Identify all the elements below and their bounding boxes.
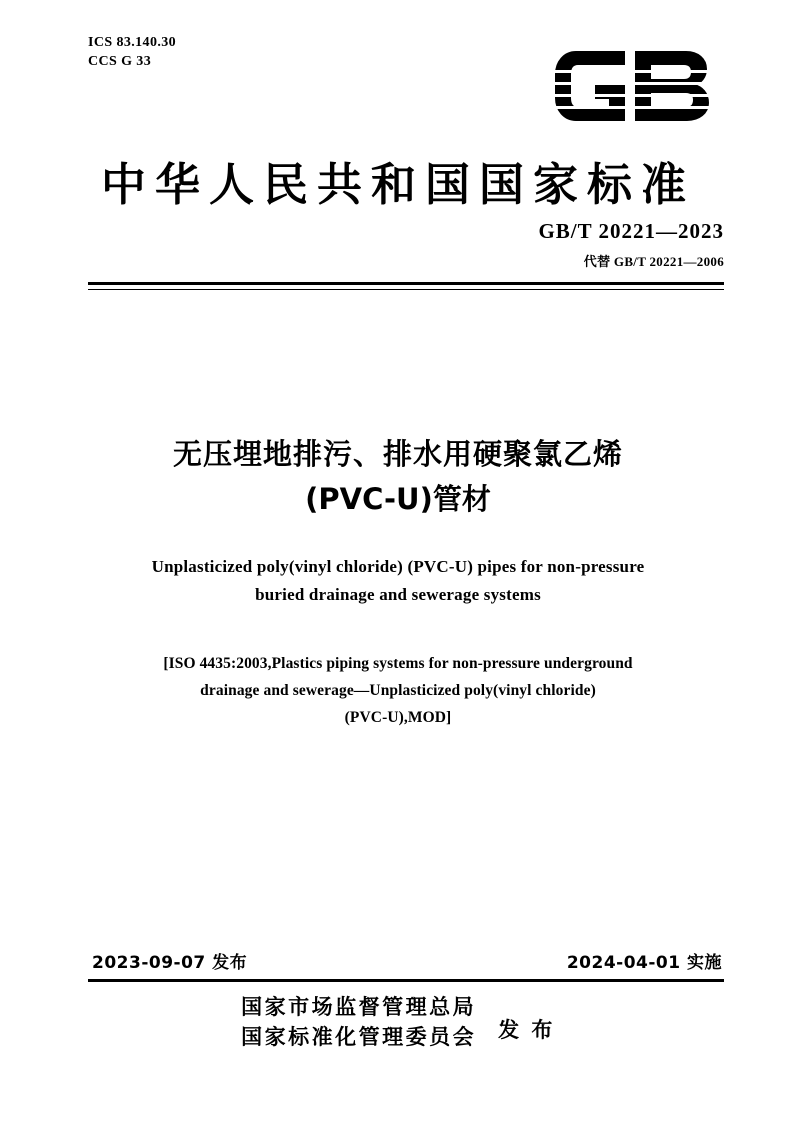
- national-standard-title: 中华人民共和国国家标准: [100, 158, 695, 211]
- standard-number: GB/T 20221—2023: [538, 219, 724, 243]
- ics-code: ICS 83.140.30: [88, 35, 177, 50]
- divider-bottom-thick: [88, 979, 724, 982]
- divider-top-thin: [88, 289, 724, 290]
- iso-note-line2: drainage and sewerage—Unplasticized poly(vinyl chloride): [200, 682, 596, 700]
- publisher-block: [0, 992, 796, 1053]
- iso-note-line3: (PVC-U),MOD]: [344, 709, 452, 727]
- standard-number-block: [538, 219, 724, 270]
- document-title-chinese: [0, 432, 796, 522]
- publisher-line2: 国家标准化管理委员会: [241, 1025, 477, 1050]
- document-title-chinese-line1: 无压埋地排污、排水用硬聚氯乙烯: [172, 437, 623, 471]
- issue-date: 2023-09-07 发布: [92, 953, 248, 973]
- publisher-names: [241, 992, 476, 1053]
- iso-note-line1: [ISO 4435:2003,Plastics piping systems for non-pressure underground: [163, 655, 633, 672]
- iso-correspondence-note: [98, 650, 698, 731]
- gb-logo-icon: [546, 40, 722, 132]
- publisher-line1: 国家市场监督管理总局: [241, 995, 477, 1019]
- document-title-english-line1: Unplasticized poly(vinyl chloride) (PVC-U) pipes for non-pressure: [151, 557, 645, 576]
- document-title-english-line2: buried drainage and sewerage systems: [255, 585, 541, 605]
- document-title-english: [120, 553, 676, 609]
- document-title-chinese-line2: (PVC-U)管材: [305, 481, 491, 516]
- classification-block: [88, 34, 176, 72]
- ccs-code: CCS G 33: [88, 53, 152, 69]
- standard-replaces: 代替 GB/T 20221—2006: [583, 254, 724, 269]
- implementation-date: 2024-04-01 实施: [566, 953, 722, 973]
- divider-top-thick: [88, 282, 724, 285]
- publisher-issue-word: 发 布: [498, 1018, 555, 1043]
